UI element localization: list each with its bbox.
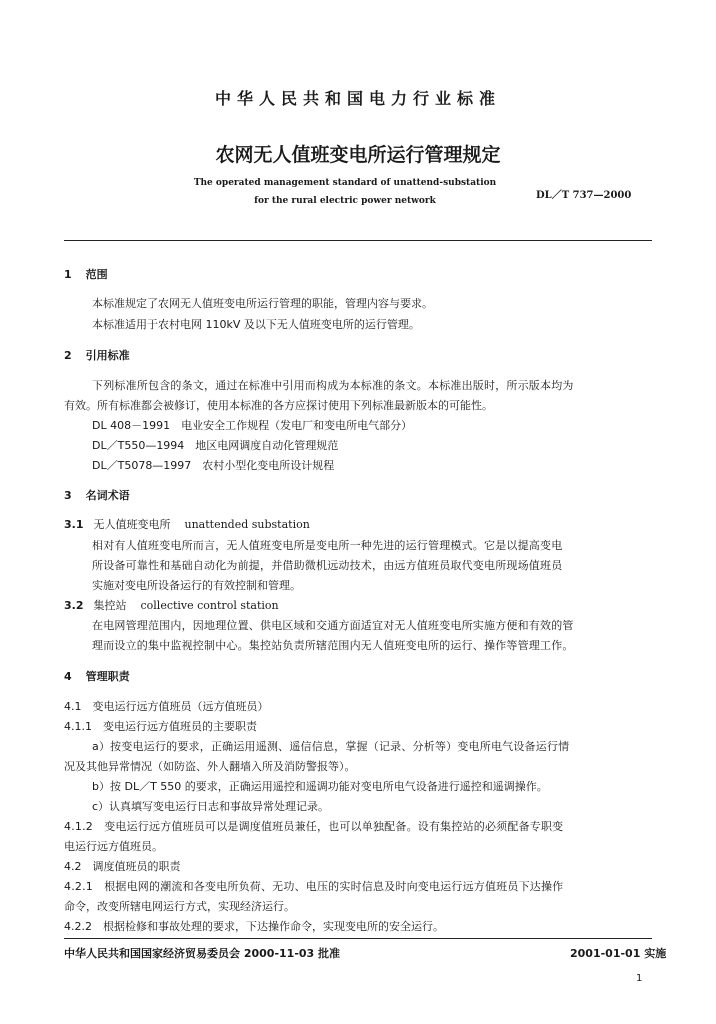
subsection-4-1-1-heading: 4.1.1 变电运行远方值班员的主要职责 [64,720,257,733]
item-c-line-1: c）认真填写变电运行日志和事故异常处理记录。 [92,800,330,813]
effective-date: 2001-01-01 实施 [570,947,667,960]
term-3-1-line-1: 相对有人值班变电所而言，无人值班变电所是变电所一种先进的运行管理模式。它是以提高变电 [92,539,563,552]
english-title-line-2: for the rural electric power network [254,196,436,206]
section-number: 4 [64,670,72,683]
section-title: 名词术语 [85,489,130,502]
issuer-approval: 中华人民共和国国家经济贸易委员会 2000-11-03 批准 [64,947,341,960]
s1-paragraph-2: 本标准适用于农村电网 110kV 及以下无人值班变电所的运行管理。 [92,318,420,331]
clause-4-1-2-line-1: 4.1.2 变电运行远方值班员可以是调度值班员兼任，也可以单独配备。设有集控站的必须配备专职变 [64,820,564,833]
s2-paragraph-line-2: 有效。所有标准都会被修订，使用本标准的各方应探讨使用下列标准最新版本的可能性。 [64,399,493,412]
clause-4-2-1-line-2: 命令，改变所辖电网运行方式，实现经济运行。 [64,900,295,913]
document-title: 农网无人值班变电所运行管理规定 [215,144,501,166]
clause-4-1-2-line-2: 电运行远方值班员。 [64,840,163,853]
standard-code: DL／T 737—2000 [536,190,632,201]
item-a-line-1: a）按变电运行的要求，正确运用遥测、遥信信息，掌握（记录、分析等）变电所电气设备运行情 [92,740,570,753]
english-title-line-1: The operated management standard of unattend-substation [193,178,497,188]
s1-paragraph-1: 本标准规定了农网无人值班变电所运行管理的职能，管理内容与要求。 [92,297,433,310]
term-3-2-heading [64,597,279,613]
page-number: 1 [636,973,643,984]
reference-item: DL／T5078—1997 农村小型化变电所设计规程 [92,459,335,472]
section-number: 2 [64,349,72,362]
subsection-4-1-heading: 4.1 变电运行远方值班员（远方值班员） [64,700,269,713]
reference-item: DL／T550—1994 地区电网调度自动化管理规范 [92,439,339,452]
s2-paragraph-line-1: 下列标准所包含的条文，通过在标准中引用而构成为本标准的条文。本标准出版时，所示版本均为 [92,379,574,392]
subsection-4-2-heading: 4.2 调度值班员的职责 [64,860,181,873]
term-3-1-heading [64,516,310,532]
clause-4-2-1-line-1: 4.2.1 根据电网的潮流和各变电所负荷、无功、电压的实时信息及时向变电运行远方值班员下达操作 [64,880,564,893]
top-divider [64,240,652,241]
term-english: unattended substation [184,518,310,531]
section-number: 3 [64,489,72,502]
term-3-2-line-2: 理而设立的集中监视控制中心。集控站负责所辖范围内无人值班变电所的运行、操作等管理工作。 [92,639,574,652]
footer-divider [64,938,652,939]
term-3-1-line-2: 所设备可靠性和基础自动化为前提，并借助微机远动技术，由远方值班员取代变电所现场值班员 [92,559,563,572]
term-english: collective control station [140,599,279,612]
section-2-heading [64,347,130,363]
section-1-heading [64,266,108,282]
term-number: 3.1 [64,518,84,531]
standard-header: 中华人民共和国电力行业标准 [214,89,501,108]
term-3-1-line-3: 实施对变电所设备运行的有效控制和管理。 [92,579,301,592]
clause-4-2-2-line-1: 4.2.2 根据检修和事故处理的要求，下达操作命令，实现变电所的安全运行。 [64,920,444,933]
section-title: 引用标准 [85,349,130,362]
item-a-line-2: 况及其他异常情况（如防盗、外人翻墙入所及消防警报等）。 [64,760,356,773]
section-number: 1 [64,268,72,281]
term-number: 3.2 [64,599,84,612]
item-b-line-1: b）按 DL／T 550 的要求，正确运用遥控和遥调功能对变电所电气设备进行遥控和遥调操作。 [92,780,548,793]
section-title: 范围 [85,268,108,281]
term-title: 无人值班变电所 [93,518,171,531]
reference-item: DL 408－1991 电业安全工作规程（发电厂和变电所电气部分） [92,419,413,432]
term-title: 集控站 [93,599,127,612]
section-3-heading [64,487,130,503]
section-4-heading [64,668,130,684]
section-title: 管理职责 [85,670,130,683]
term-3-2-line-1: 在电网管理范围内，因地理位置、供电区域和交通方面适宜对无人值班变电所实施方便和有效的管 [92,619,574,632]
